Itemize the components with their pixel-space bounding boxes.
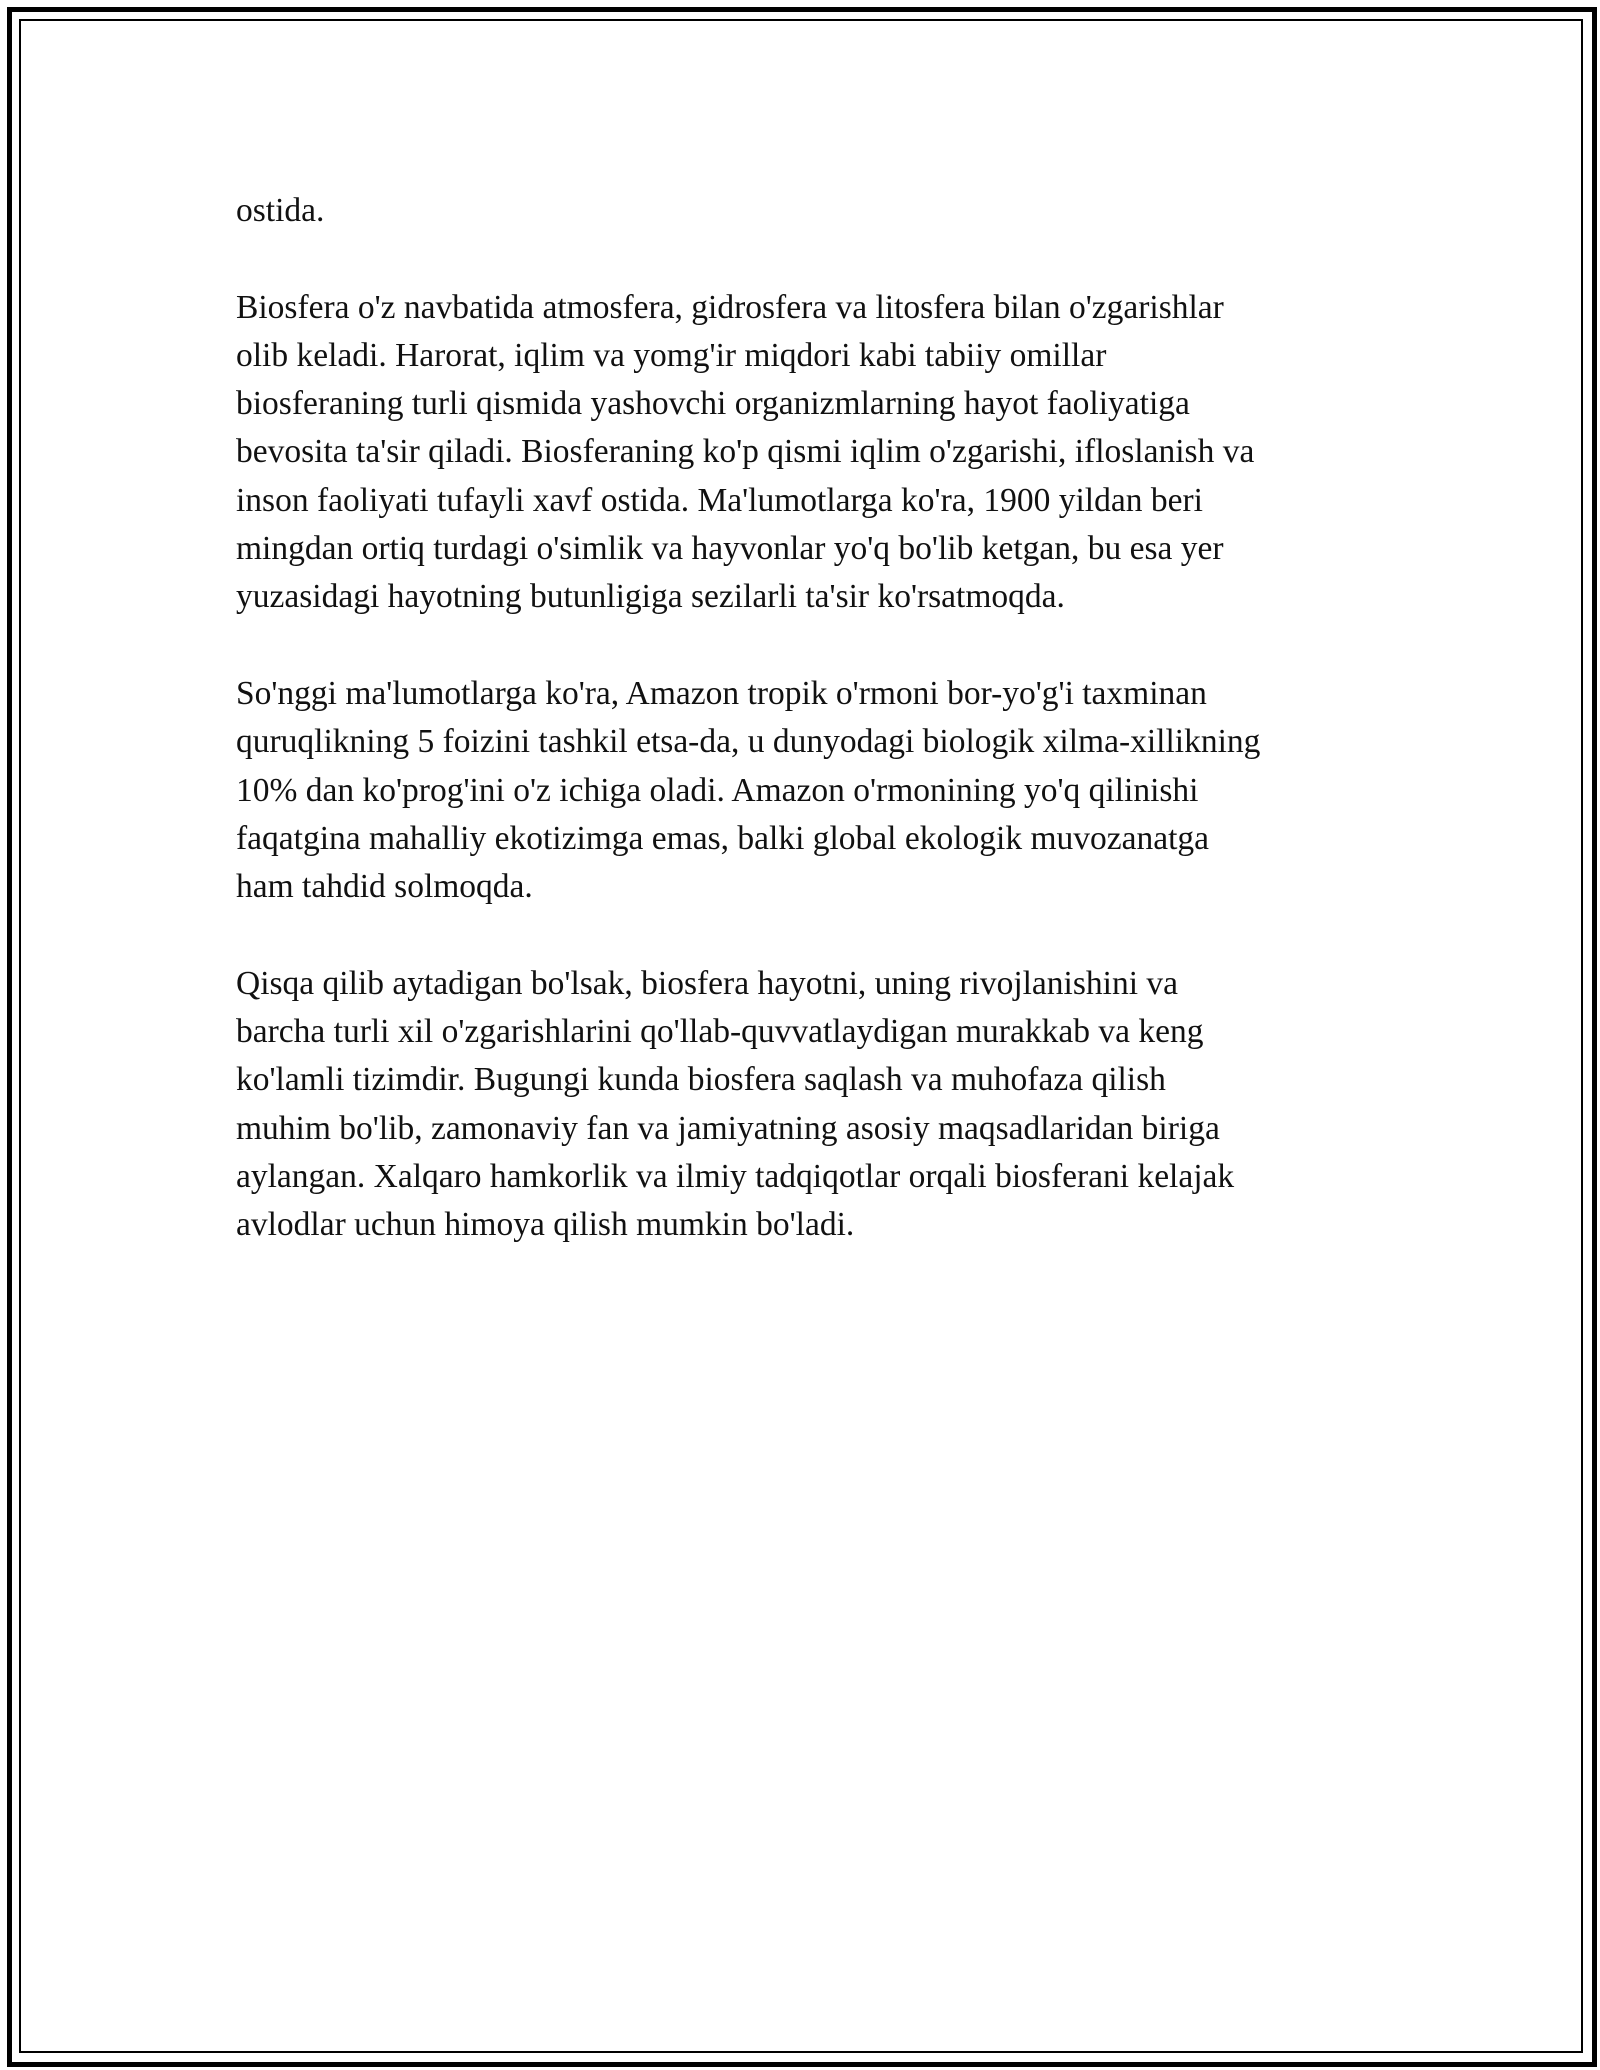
paragraph-line: quruqlikning 5 foizini tashkil etsa-da, u dunyodagi biologik xilma-xillikning bbox=[236, 723, 1261, 761]
paragraph-line: mingdan ortiq turdagi o'simlik va hayvonlar yo'q bo'lib ketgan, bu esa yer bbox=[236, 530, 1224, 568]
paragraph-1 bbox=[236, 187, 1376, 235]
paragraph-line: ham tahdid solmoqda. bbox=[236, 868, 533, 906]
paragraph-line: faqatgina mahalliy ekotizimga emas, balki global ekologik muvozanatga bbox=[236, 819, 1210, 857]
paragraph-2 bbox=[236, 284, 1376, 622]
paragraph-line: muhim bo'lib, zamonaviy fan va jamiyatning asosiy maqsadlaridan biriga bbox=[236, 1109, 1220, 1147]
paragraph-line: ostida. bbox=[236, 192, 325, 229]
paragraph-3 bbox=[236, 670, 1376, 911]
document-body bbox=[236, 187, 1376, 1298]
paragraph-4 bbox=[236, 960, 1376, 1250]
paragraph-line: aylangan. Xalqaro hamkorlik va ilmiy tadqiqotlar orqali biosferani kelajak bbox=[236, 1157, 1235, 1195]
paragraph-line: Biosfera o'z navbatida atmosfera, gidrosfera va litosfera bilan o'zgarishlar bbox=[236, 288, 1224, 326]
paragraph-line: Qisqa qilib aytadigan bo'lsak, biosfera hayotni, uning rivojlanishini va bbox=[236, 964, 1179, 1002]
paragraph-line: olib keladi. Harorat, iqlim va yomg'ir miqdori kabi tabiiy omillar bbox=[236, 336, 1107, 374]
paragraph-line: 10% dan ko'prog'ini o'z ichiga oladi. Amazon o'rmonining yo'q qilinishi bbox=[236, 771, 1199, 809]
paragraph-line: yuzasidagi hayotning butunligiga sezilarli ta'sir ko'rsatmoqda. bbox=[236, 578, 1065, 616]
paragraph-line: bevosita ta'sir qiladi. Biosferaning ko'p qismi iqlim o'zgarishi, ifloslanish va bbox=[236, 433, 1255, 471]
paragraph-line: ko'lamli tizimdir. Bugungi kunda biosfera saqlash va muhofaza qilish bbox=[236, 1061, 1166, 1099]
paragraph-line: biosferaning turli qismida yashovchi organizmlarning hayot faoliyatiga bbox=[236, 385, 1190, 423]
paragraph-line: barcha turli xil o'zgarishlarini qo'llab-quvvatlaydigan murakkab va keng bbox=[236, 1013, 1204, 1051]
paragraph-line: avlodlar uchun himoya qilish mumkin bo'ladi. bbox=[236, 1206, 855, 1244]
paragraph-line: inson faoliyati tufayli xavf ostida. Ma'lumotlarga ko'ra, 1900 yildan beri bbox=[236, 481, 1203, 519]
paragraph-line: So'nggi ma'lumotlarga ko'ra, Amazon tropik o'rmoni bor-yo'g'i taxminan bbox=[236, 674, 1207, 712]
